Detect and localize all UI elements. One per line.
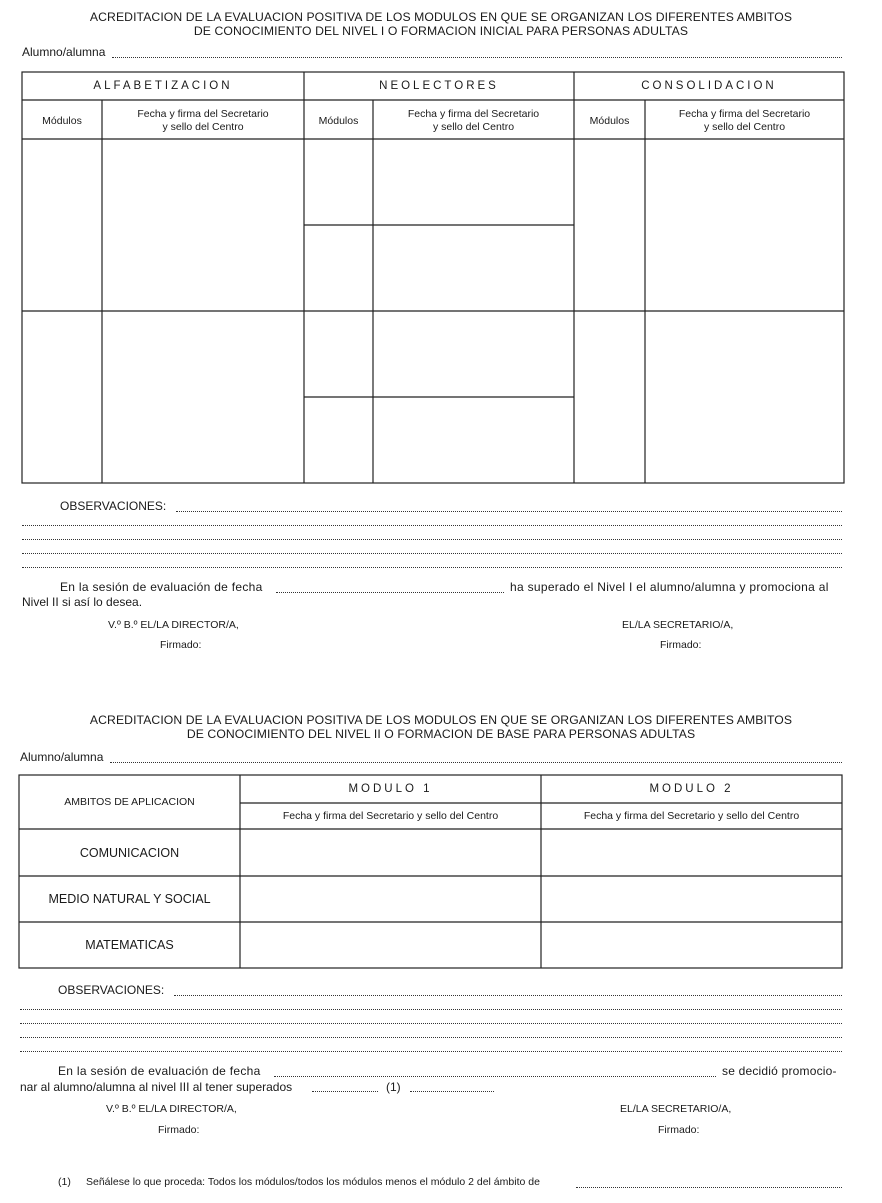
module1-header: MODULO 1 [348,783,433,795]
section1-secretary-label: EL/LA SECRETARIO/A, [622,619,734,631]
section2-secretary-label: EL/LA SECRETARIO/A, [620,1103,732,1115]
col-signature-line1: Fecha y firma del Secretario [407,108,540,120]
module1-signature-header: Fecha y firma del Secretario y sello del Centro [282,810,499,822]
section2-session-date-field[interactable] [274,1076,716,1077]
section2-title-line1: ACREDITACION DE LA EVALUACION POSITIVA DE LOS MODULOS EN QUE SE ORGANIZAN LOS DIFERENTES AMBITOS [89,713,793,727]
col-signature-line2: y sello del Centro [162,121,244,133]
section2-student-label: Alumno/alumna [20,750,104,764]
section2-director-label: V.º B.º EL/LA DIRECTOR/A, [106,1103,237,1115]
section2-session-text-c: nar al alumno/alumna al nivel III al tener superados [20,1080,293,1094]
footnote-field[interactable] [576,1187,842,1188]
section1-director-signed: Firmado: [160,639,202,651]
section2-observations-line[interactable] [20,1009,842,1010]
col-modules-neolectores: Módulos [318,115,359,127]
section2-note-ref: (1) [386,1080,401,1094]
section1-observations-label: OBSERVACIONES: [60,499,167,513]
section2-observations-line[interactable] [20,1037,842,1038]
col-signature-line1: Fecha y firma del Secretario [137,108,269,120]
col-modules-consolidacion: Módulos [589,115,630,127]
section1-director-label: V.º B.º EL/LA DIRECTOR/A, [108,619,239,631]
footnote-marker: (1) [58,1176,71,1188]
section1-session-text-b: ha superado el Nivel I el alumno/alumna y promociona al [510,580,829,594]
section2-note-field[interactable] [410,1091,494,1092]
section2-observations-label: OBSERVACIONES: [58,983,165,997]
ambit-row-medio-natural-social: MEDIO NATURAL Y SOCIAL [48,892,211,906]
section1-session-text-a: En la sesión de evaluación de fecha [60,580,263,594]
section1-title-line1: ACREDITACION DE LA EVALUACION POSITIVA DE LOS MODULOS EN QUE SE ORGANIZAN LOS DIFERENTES AMBITOS [89,10,793,24]
section1-student-label: Alumno/alumna [22,45,106,59]
section2-session-text-b: se decidió promocio- [722,1064,837,1078]
section1-session-text-c: Nivel II si así lo desea. [22,595,143,609]
section1-secretary-signed: Firmado: [660,639,702,651]
section2-secretary-signed: Firmado: [658,1124,700,1136]
section2-observations-line[interactable] [174,995,842,996]
ambit-row-matematicas: MATEMATICAS [85,938,174,952]
col-signature-line1: Fecha y firma del Secretario [678,108,811,120]
module2-header: MODULO 2 [649,783,734,795]
group-header-neolectores: NEOLECTORES [379,80,499,92]
section2-session-text-a: En la sesión de evaluación de fecha [58,1064,261,1078]
col-signature-line2: y sello del Centro [703,121,786,133]
footnote-text: Señálese lo que proceda: Todos los módulos/todos los módulos menos el módulo 2 del ámbito de [86,1176,540,1188]
group-header-consolidacion: CONSOLIDACION [641,80,777,92]
section2-observations-line[interactable] [20,1051,842,1052]
col-signature-line2: y sello del Centro [432,121,515,133]
ambit-row-comunicacion: COMUNICACION [79,846,180,860]
col-modules-alfabetizacion: Módulos [42,115,82,127]
section2-observations-line[interactable] [20,1023,842,1024]
group-header-alfabetizacion: ALFABETIZACION [93,80,233,92]
section2-title-line2: DE CONOCIMIENTO DEL NIVEL II O FORMACION DE BASE PARA PERSONAS ADULTAS [186,727,696,741]
section1-title-line2: DE CONOCIMIENTO DEL NIVEL I O FORMACION INICIAL PARA PERSONAS ADULTAS [193,24,689,38]
section2-director-signed: Firmado: [158,1124,200,1136]
section2-superados-field[interactable] [312,1091,378,1092]
ambits-header: AMBITOS DE APLICACION [64,796,195,808]
module2-signature-header: Fecha y firma del Secretario y sello del Centro [583,810,800,822]
